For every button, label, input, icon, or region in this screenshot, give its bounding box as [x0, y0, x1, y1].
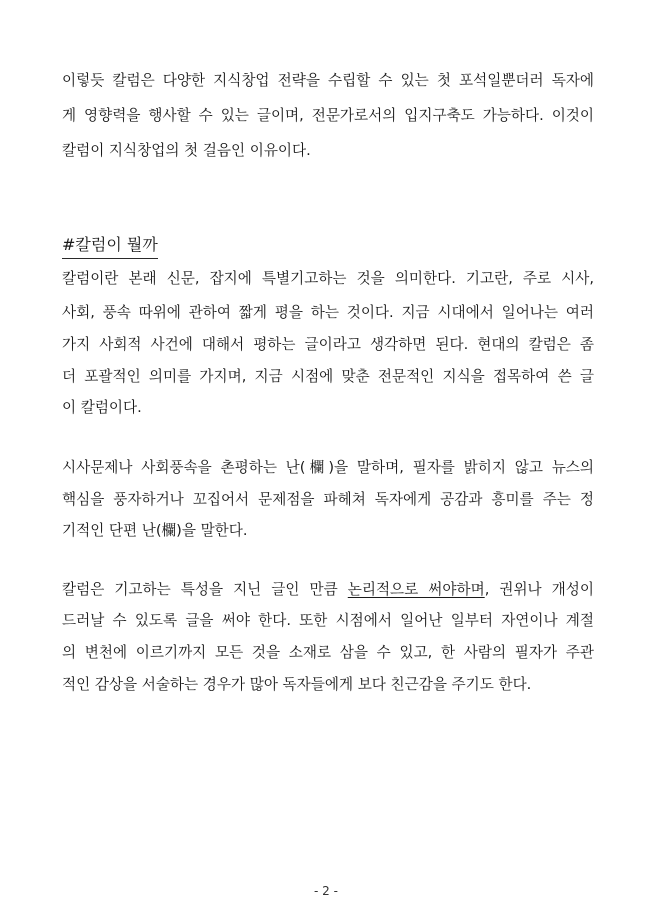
paragraph-3-line: 시사문제나 사회풍속을 촌평하는 난(欄)을 말하며, 필자를 밝히지 않고 뉴스의: [62, 459, 594, 476]
paragraph-1-line: 이렇듯 칼럼은 다양한 지식창업 전략을 수립할 수 있는 첫 포석일뿐더러 독자에: [62, 72, 594, 89]
paragraph-3-line: 기적인 단편 난(欄)을 말한다.: [62, 522, 248, 539]
paragraph-4-line: [62, 580, 594, 600]
underlined-phrase: 논리적으로 써야하며: [347, 581, 485, 598]
paragraph-4-line: 드러날 수 있도록 글을 써야 한다. 또한 시점에서 일어난 일부터 자연이나 계절: [62, 612, 594, 629]
paragraph-4-text: , 권위나 개성이: [484, 581, 594, 598]
paragraph-1-line: 게 영향력을 행사할 수 있는 글이며, 전문가로서의 입지구축도 가능하다. 이것이: [62, 107, 594, 124]
paragraph-2-line: 사회, 풍속 따위에 관하여 짧게 평을 하는 것이다. 지금 시대에서 일어나는 여러: [62, 304, 594, 321]
page-number: - 2 -: [314, 884, 338, 898]
paragraph-2-line: 가지 사회적 사건에 대해서 평하는 글이라고 생각하면 된다. 현대의 칼럼은 좀: [62, 336, 594, 353]
paragraph-2-line: 이 칼럼이다.: [62, 399, 142, 416]
paragraph-2-line: 칼럼이란 본래 신문, 잡지에 특별기고하는 것을 의미한다. 기고란, 주로 시사,: [62, 270, 594, 287]
section-heading: #칼럼이 뭘까: [62, 234, 158, 259]
paragraph-2-line: 더 포괄적인 의미를 가지며, 지금 시점에 맞춘 전문적인 지식을 접목하여 쓴 글: [62, 368, 594, 385]
paragraph-4-line: 적인 감상을 서술하는 경우가 많아 독자들에게 보다 친근감을 주기도 한다.: [62, 676, 532, 693]
paragraph-4-line: 의 변천에 이르기까지 모든 것을 소재로 삼을 수 있고, 한 사람의 필자가 주관: [62, 644, 594, 661]
paragraph-3-line: 핵심을 풍자하거나 꼬집어서 문제점을 파헤쳐 독자에게 공감과 흥미를 주는 정: [62, 491, 594, 508]
paragraph-1-line: 칼럼이 지식창업의 첫 걸음인 이유이다.: [62, 142, 311, 159]
paragraph-4-text: 칼럼은 기고하는 특성을 지닌 글인 만큼: [62, 581, 348, 598]
